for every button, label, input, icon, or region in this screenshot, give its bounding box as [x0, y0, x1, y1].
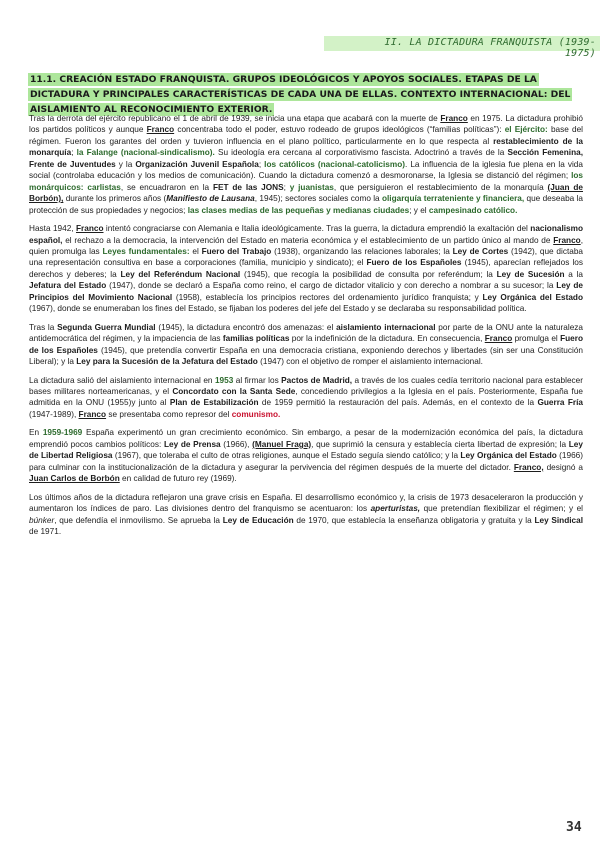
highlighted-term: Fuero del Trabajo: [201, 246, 272, 256]
highlighted-term: Ley de Prensa: [163, 439, 221, 449]
chapter-title: II. LA DICTADURA FRANQUISTA (1939-1975): [384, 37, 596, 59]
paragraph: Hasta 1942, Franco intentó congraciarse con Alemania e Italia ideológicamente. Tras la guerra, la dictadura emprendió la exaltación del nacionalismo español, el rechazo a la democracia, la intervención del Estado en materia económica y el establecimiento de un partido único al mando de Franco, quien promulga las Leyes fundamentales: el Fuero del Trabajo (1938), organizando las relaciones laborales; la Ley de Cortes (1942), que dictaba una representación consultiva en base a corporaciones (familia, municipio y sindicato); el Fuero de los Españoles (1945), aparecían reflejados los derechos y deberes; la Ley del Referéndum Nacional (1945), que recogía la posibilidad de consulta por referéndum; la Ley de Sucesión a la Jefatura del Estado (1947), donde se declaró a España como reino, el cargo de dictador vitalicio y con derecho a nombrar a su sucesor; la Ley de Principios del Movimiento Nacional (1958), establecía los principios rectores del ordenamiento jurídico franquista; y Ley Orgánica del Estado (1967), donde se enumeraban los fines del Estado, se fijaban los poderes del jefe del Estado y se declaraba su responsabilidad política.: [29, 224, 584, 314]
highlighted-term: comunismo.: [231, 409, 281, 419]
highlighted-term: FET de las JONS: [212, 182, 284, 192]
paragraph: En 1959-1969 España experimentó un gran crecimiento económico. Sin embargo, a pesar de la modernización económica del país, la dictadura emprendió pocos cambios políticos: Ley de Prensa (1966), (Manuel Fraga), que suprimió la censura y establecía cierta libertad de expresión; la Ley de Libertad Religiosa (1967), que toleraba el culto de otras religiones, aunque el Estado seguía siendo católico; y la Ley Orgánica del Estado (1966) para culminar con la institucionalización de la dictadura y asegurar la pervivencia del régimen después de la muerte del dictador. Franco, designó a Juan Carlos de Borbón en calidad de futuro rey (1969).: [29, 428, 584, 484]
highlighted-term: aperturistas,: [370, 504, 421, 514]
paragraph: Tras la derrota del ejército republicano el 1 de abril de 1939, se inicia una etapa que acabará con la muerte de Franco en 1975. La dictadura prohibió los partidos políticos y aunque Franco concentraba todo el poder, estuvo rodeado de grupos ideológicos (“familias políticas”): el Ejército: base del régimen. Fueron los garantes del orden y tuvieron influencia en el plano político, particularmente en lo que respecta al restablecimiento de la monarquía; la Falange (nacional-sindicalismo). Su ideología era cercana al corporativismo fascista. Adoctrinó a través de la Sección Femenina, Frente de Juventudes y la Organización Juvenil Española; los católicos (nacional-catolicismo). La influencia de la iglesia fue plena en la vida social (controlaba educación y los medios de comunicación). Cuando la dictadura comenzó a desmoronarse, la Iglesia se distanció del régimen; los monárquicos: carlistas, se encuadraron en la FET de las JONS; y juanistas, que persiguieron el restablecimiento de la monarquía (Juan de Borbón), durante los primeros años (Manifiesto de Lausana, 1945); sectores sociales como la oligarquía terrateniente y financiera, que deseaba la protección de sus propiedades y negocios; las clases medias de las pequeñas y medianas ciudades; y el campesinado católico.: [29, 114, 584, 215]
highlighted-term: las clases medias de las pequeñas y medianas ciudades: [187, 205, 410, 215]
highlighted-term: Jefatura del Estado: [29, 281, 107, 291]
body-text: [29, 113, 583, 544]
section-title: [28, 72, 573, 117]
highlighted-term: búnker: [29, 515, 55, 525]
highlighted-term: Ley de Educación: [222, 515, 294, 525]
highlighted-term: Manifiesto de Lausana: [166, 194, 255, 204]
highlighted-term: Ley para la Sucesión de la Jefatura del Estado: [76, 357, 258, 367]
highlighted-term: y juanistas: [289, 182, 334, 192]
highlighted-term: Franco: [75, 224, 104, 234]
paragraph: La dictadura salió del aislamiento internacional en 1953 al firmar los Pactos de Madrid, a través de los cuales cedía territorio nacional para establecer bases militares norteamericanas, y el Concordato con la Santa Sede, concediendo privilegios a la Iglesia en el país. Posteriormente, España fue admitida en la ONU (1955)y junto al Plan de Estabilización de 1959 permitió la restauración del país. Además, en el contexto de la Guerra Fría (1947-1989), Franco se presentaba como represor del comunismo.: [29, 375, 583, 419]
section-title-text: 11.1. CREACIÓN ESTADO FRANQUISTA. GRUPOS IDEOLÓGICOS Y APOYOS SOCIALES. ETAPAS DE LA DICTADURA Y PRINCIPALES CARACTERÍSTICAS DE CADA UNA DE ELLAS. CONTEXTO INTERNACIONAL: DEL AISLAMIENTO AL RECONOCIMIENTO EXTERIOR.: [30, 74, 571, 115]
highlighted-term: Ley Sindical: [534, 515, 583, 525]
highlighted-term: Segunda Guerra Mundial: [57, 322, 156, 332]
highlighted-term: Leyes fundamentales:: [102, 246, 190, 256]
highlighted-term: Fuero de los Españoles: [366, 258, 462, 268]
highlighted-term: Guerra Fría: [537, 398, 583, 408]
highlighted-term: Franco,: [513, 462, 544, 472]
highlighted-term: Franco: [146, 125, 175, 135]
highlighted-term: Ley Orgánica del Estado: [460, 451, 557, 461]
highlighted-term: los católicos (nacional-catolicismo): [264, 159, 405, 169]
highlighted-term: restablecimiento de la monarquía: [29, 136, 583, 158]
highlighted-term: Juan Carlos de Borbón: [29, 474, 120, 484]
paragraph: Los últimos años de la dictadura reflejaron una grave crisis en España. El desarrollismo económico y, la crisis de 1973 desaceleraron la producción y aumentaron los índices de paro. Las divisiones dentro del franquismo se acentuaron: los aperturistas, que pretendían flexibilizar el régimen; y el búnker, que defendía el inmovilismo. Se aprueba la Ley de Educación de 1970, que establecía la enseñanza obligatoria y gratuita y la Ley Sindical de 1971.: [29, 492, 583, 536]
highlighted-term: (Juan de Borbón),: [29, 182, 583, 204]
highlighted-term: aislamiento internacional: [336, 322, 436, 332]
highlighted-term: 1953: [214, 375, 234, 385]
highlighted-term: Ley Orgánica del Estado: [482, 292, 583, 302]
highlighted-term: Franco: [484, 334, 513, 344]
highlighted-term: 1959-1969: [42, 428, 83, 438]
highlighted-term: la Falange (nacional-sindicalismo).: [76, 148, 215, 158]
highlighted-term: Franco: [553, 235, 581, 245]
page-number: 34: [566, 820, 582, 835]
highlighted-term: Franco: [78, 409, 107, 419]
highlighted-term: Pactos de Madrid,: [281, 375, 353, 385]
highlighted-term: nacionalismo español,: [29, 224, 584, 245]
highlighted-term: Sección Femenina, Frente de Juventudes: [29, 148, 583, 169]
highlighted-term: Ley de Principios del Movimiento Nacional: [29, 281, 583, 302]
highlighted-term: Organización Juvenil Española: [135, 159, 259, 169]
highlighted-term: el Ejército:: [504, 125, 548, 135]
highlighted-term: Ley del Referéndum Nacional: [120, 269, 241, 279]
highlighted-term: los monárquicos: carlistas: [29, 171, 583, 192]
highlighted-term: Franco: [440, 114, 468, 123]
highlighted-term: (Manuel Fraga): [252, 439, 312, 449]
highlighted-term: familias políticas: [222, 334, 290, 344]
highlighted-term: campesinado católico.: [428, 205, 518, 215]
highlighted-term: Ley de Libertad Religiosa: [29, 439, 583, 461]
highlighted-term: Ley de Cortes: [452, 246, 509, 256]
highlighted-term: Ley de Sucesión: [496, 269, 565, 279]
highlighted-term: Concordato con la Santa Sede: [172, 386, 296, 396]
highlighted-term: Plan de Estabilización: [169, 398, 259, 408]
highlighted-term: Fuero de los Españoles: [29, 334, 583, 355]
paragraph: Tras la Segunda Guerra Mundial (1945), la dictadura encontró dos amenazas: el aislamiento internacional por parte de la ONU ante la naturaleza antidemocrática del régimen, y la impaciencia de las familias políticas por la indefinición de la dictadura. En consecuencia, Franco promulga el Fuero de los Españoles (1945), que pretendía convertir España en una democracia cristiana, exponiendo derechos y libertades (sin ser una Constitución Liberal); y la Ley para la Sucesión de la Jefatura del Estado (1947) con el objetivo de romper el aislamiento internacional.: [29, 322, 584, 367]
highlighted-term: oligarquía terrateniente y financiera,: [381, 194, 525, 204]
